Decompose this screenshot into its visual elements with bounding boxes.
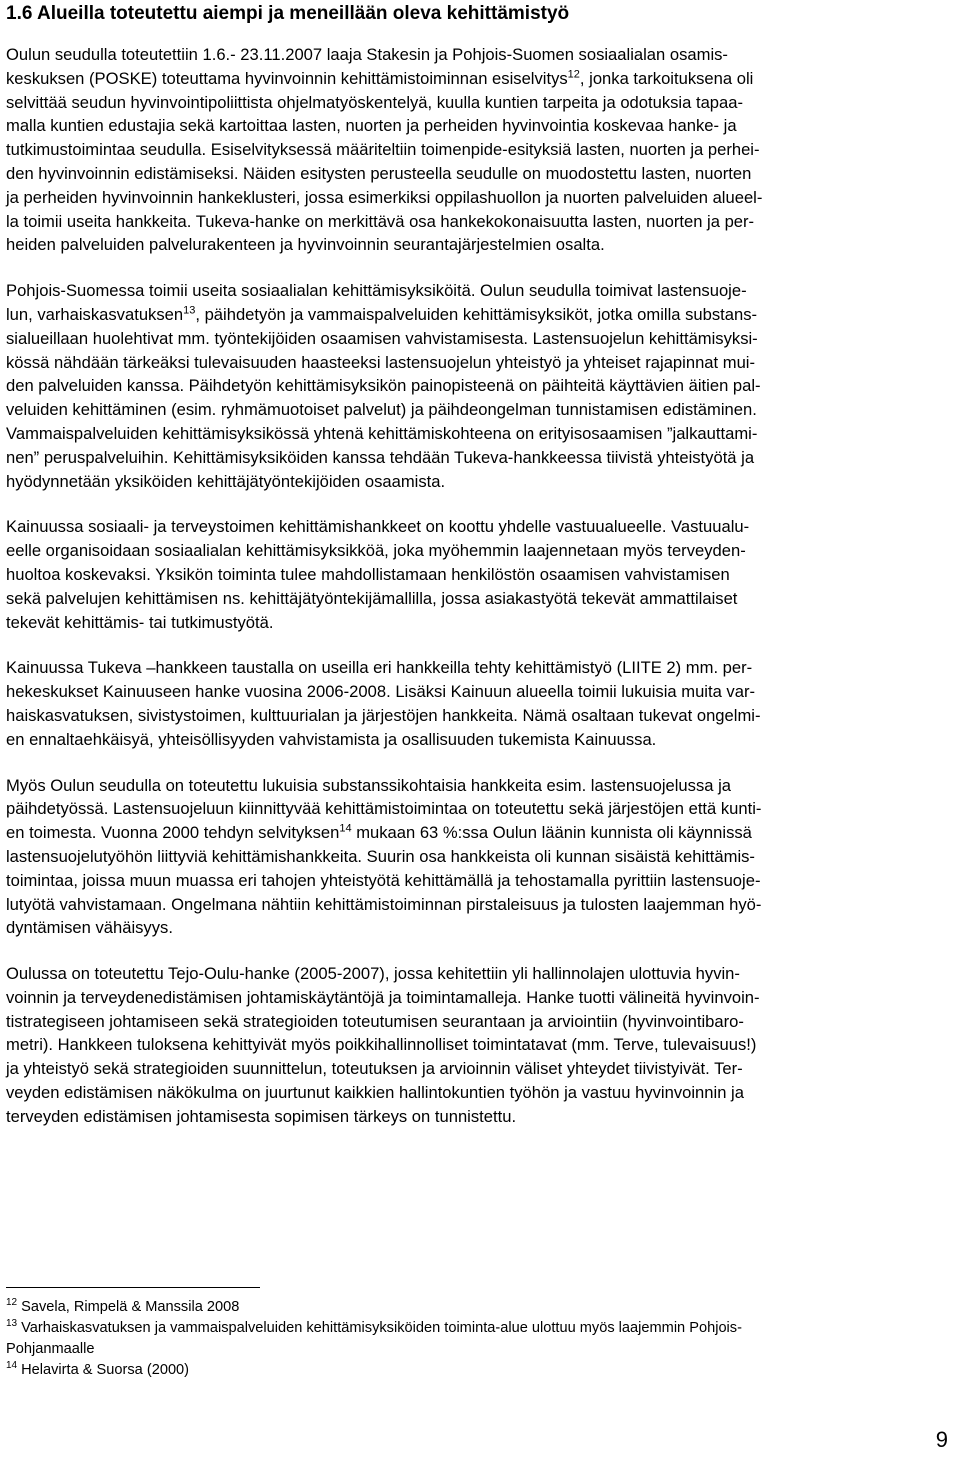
text-line [6, 374, 950, 398]
text-fragment: den hyvinvoinnin edistämiseksi. Näiden esitysten perusteella seudulle on muodostettu lasten, nuorten [6, 163, 752, 183]
text-line [6, 210, 950, 234]
footnote [6, 1297, 946, 1318]
text-fragment: haiskasvatuksen, sivistystoimen, kulttuurialan ja järjestöjen hankkeita. Nämä osaltaan tukevat ongelmi- [6, 705, 761, 725]
text-fragment: selvittää seudun hyvinvointipoliittista ohjelmatyöskentelyä, kuulla kuntien tarpeita ja odotuksia tapaa- [6, 92, 744, 112]
text-line [6, 728, 950, 752]
text-line [6, 470, 950, 494]
paragraph [6, 43, 950, 257]
paragraph [6, 279, 950, 493]
text-fragment: sekä palvelujen kehittämisen ns. kehittäjätyöntekijämallilla, jossa asiakastyötä tekevät ammattilaiset [6, 588, 738, 608]
footnote [6, 1339, 946, 1360]
section-heading: 1.6 Alueilla toteutettu aiempi ja meneillään oleva kehittämistyö [6, 3, 570, 24]
text-line [6, 845, 950, 869]
text-fragment: , jonka tarkoituksena oli [579, 68, 754, 88]
text-line [6, 611, 950, 635]
text-line [6, 138, 950, 162]
text-fragment: malla kuntien edustajia sekä kartoittaa lasten, nuorten ja perheiden hyvinvointia koskevaa hanke- ja [6, 116, 737, 136]
text-line [6, 43, 950, 67]
footnote-number: 13 [6, 1318, 18, 1330]
text-fragment: sialueillaan huolehtivat mm. työntekijöiden osaamisen vahvistamisesta. Lastensuojelun kehittämisyksi- [6, 328, 758, 348]
text-fragment: metri). Hankkeen tuloksena kehittyivät myös poikkihallinnolliset toimintatavat (mm. Terve, tulevaisuus!) [6, 1035, 757, 1055]
text-line [6, 422, 950, 446]
text-fragment: Oulun seudulla toteutettiin 1.6.- 23.11.2007 laaja Stakesin ja Pohjois-Suomen sosiaalialan osamis- [6, 45, 728, 64]
text-line [6, 893, 950, 917]
text-line [6, 774, 950, 798]
text-fragment: heiden palveluiden palvelurakenteen ja hyvinvoinnin seurantajärjestelmien osalta. [6, 235, 605, 255]
text-fragment: den palveluiden kanssa. Päihdetyön kehittämisyksikön painopisteenä on päihteitä käyttävien äitien pal- [6, 376, 761, 396]
text-fragment: , päihdetyön ja vammaispalveluiden kehittämisyksiköt, jotka omilla substans- [195, 304, 758, 324]
text-line [6, 704, 950, 728]
text-fragment: veluiden kehittäminen (esim. ryhmämuotoiset palvelut) ja päihdeongelman tunnistamisen edistäminen. [6, 400, 757, 420]
text-fragment: lun, varhaiskasvatuksen [6, 304, 184, 324]
footnote-text: Varhaiskasvatuksen ja vammaispalveluiden kehittämisyksiköiden toiminta-alue ulottuu myös laajemmin Pohjois- [21, 1320, 742, 1336]
text-fragment: terveyden edistämisen johtamisesta sopimisen tärkeys on tunnistettu. [6, 1106, 517, 1126]
text-fragment: Oulussa on toteutettu Tejo-Oulu-hanke (2005-2007), jossa kehitettiin yli hallinnolajen ulottuvia hyvin- [6, 964, 740, 984]
text-fragment: en ennaltaehkäisyä, yhteisöllisyyden vahvistamista ja osallisuuden tukemista Kainuussa. [6, 729, 657, 749]
text-line [6, 916, 950, 940]
text-fragment: ja perheiden hyvinvoinnin hankeklusteri, jossa esimerkiksi oppilashuollon ja nuorten palveluiden alueel- [6, 187, 763, 207]
text-line [6, 797, 950, 821]
footnote-number: 12 [6, 1297, 18, 1309]
text-line [6, 1105, 950, 1129]
text-line [6, 1033, 950, 1057]
footnote-reference: 14 [339, 822, 352, 835]
text-line [6, 539, 950, 563]
text-line [6, 398, 950, 422]
footnote-separator [6, 1287, 260, 1288]
text-line [6, 869, 950, 893]
text-line [6, 515, 950, 539]
paragraph [6, 962, 950, 1129]
text-line [6, 162, 950, 186]
text-fragment: en toimesta. Vuonna 2000 tehdyn selvityksen [6, 823, 340, 843]
text-fragment: hekeskukset Kainuuseen hanke vuosina 2006-2008. Lisäksi Kainuun alueella toimii lukuisia muita var- [6, 682, 756, 702]
text-line [6, 279, 950, 303]
text-line [6, 114, 950, 138]
text-fragment: lutyötä vahvistamaan. Ongelmana nähtiin kehittämistoiminnan pirstaleisuus ja tulosten laajemman hyö- [6, 894, 762, 914]
text-fragment: päihdetyössä. Lastensuojeluun kiinnittyvää kehittämistoimintaa on toteutettu sekä järjestöjen että kunti- [6, 799, 762, 819]
footnote [6, 1360, 946, 1381]
text-fragment: Myös Oulun seudulla on toteutettu lukuisia substanssikohtaisia hankkeita esim. lastensuojelussa ja [6, 775, 732, 795]
text-fragment: Pohjois-Suomessa toimii useita sosiaalialan kehittämisyksiköitä. Oulun seudulla toimivat lastensuoje- [6, 281, 747, 301]
text-line [6, 587, 950, 611]
text-fragment: hyödynnetään yksiköiden kehittäjätyöntekijöiden osaamista. [6, 471, 446, 491]
text-fragment: Kainuussa Tukeva –hankkeen taustalla on useilla eri hankkeilla tehty kehittämistyö (LIITE 2) mm. per- [6, 658, 753, 678]
text-line [6, 351, 950, 375]
footnotes [6, 1287, 946, 1381]
body-text [6, 43, 950, 1129]
text-line [6, 656, 950, 680]
text-line [6, 91, 950, 115]
text-line [6, 446, 950, 470]
footnote-list [6, 1297, 946, 1381]
text-line [6, 233, 950, 257]
footnote [6, 1318, 946, 1339]
text-line [6, 1057, 950, 1081]
page-number: 9 [935, 1427, 948, 1452]
text-fragment: voinnin ja terveydenedistämisen johtamiskäytäntöjä ja toimintamalleja. Hanke tuotti välineitä hyvinvoin- [6, 987, 760, 1007]
paragraph [6, 774, 950, 941]
text-line [6, 67, 950, 91]
text-fragment: Kainuussa sosiaali- ja terveystoimen kehittämishankkeet on koottu yhdelle vastuualueelle. Vastuualu- [6, 517, 750, 537]
text-fragment: la toimii useita hankkeita. Tukeva-hanke on merkittävä osa hankekokonaisuutta lasten, nuorten ja per- [6, 211, 755, 231]
text-line [6, 821, 950, 845]
text-line [6, 986, 950, 1010]
paragraph [6, 656, 950, 751]
text-fragment: mukaan 63 %:ssa Oulun läänin kunnista oli käynnissä [351, 823, 752, 843]
text-fragment: huoltoa koskevaksi. Yksikön toiminta tulee mahdollistamaan henkilöstön osaamisen vahvistamisen [6, 564, 730, 584]
text-fragment: nen” peruspalveluihin. Kehittämisyksiköiden kanssa tehdään Tukeva-hankkeessa tiivistä yhteistyötä ja [6, 447, 755, 467]
text-line [6, 563, 950, 587]
text-line [6, 303, 950, 327]
text-fragment: veyden edistämisen näkökulma on juurtunut kaikkien hallintokuntien työhön ja vastuu hyvinvoinnin ja [6, 1083, 744, 1103]
text-fragment: keskuksen (POSKE) toteuttama hyvinvoinnin kehittämistoiminnan esiselvitys [6, 68, 568, 88]
footnote-text: Savela, Rimpelä & Manssila 2008 [21, 1299, 240, 1315]
text-fragment: tekevät kehittämis- tai tutkimustyötä. [6, 612, 274, 632]
text-fragment: tistrategiseen johtamiseen sekä strategioiden toteutumisen seurantaan ja arviointiin (hyvinvointibaro- [6, 1011, 744, 1031]
text-fragment: ja yhteistyö sekä strategioiden suunnittelun, toteutuksen ja arvioinnin väliset yhteydet tiivistyivät. Ter- [6, 1059, 743, 1079]
text-line [6, 1081, 950, 1105]
text-fragment: kössä nähdään tärkeäksi tulevaisuuden haasteeksi lastensuojelun yhteistyö ja yhteiset rajapinnat mui- [6, 352, 756, 372]
footnote-text: Helavirta & Suorsa (2000) [21, 1362, 190, 1378]
footnote-reference: 12 [567, 68, 580, 81]
document-page [6, 0, 950, 1129]
text-line [6, 327, 950, 351]
text-fragment: tutkimustoimintaa seudulla. Esiselvityksessä määriteltiin toimenpide-esityksiä lasten, nuorten ja perhei- [6, 140, 760, 160]
footnote-reference: 13 [183, 304, 196, 317]
text-line [6, 680, 950, 704]
text-line [6, 186, 950, 210]
footnote-number: 14 [6, 1360, 18, 1372]
text-fragment: dyntämisen vähäisyys. [6, 918, 173, 938]
text-line [6, 962, 950, 986]
text-fragment: lastensuojelutyöhön liittyviä kehittämishankkeita. Suurin osa hankkeista oli kunnan sisäistä kehittämis- [6, 846, 755, 866]
text-fragment: eelle organisoidaan sosiaalialan kehittämisyksikköä, joka myöhemmin laajennetaan myös terveyden- [6, 541, 746, 561]
paragraph [6, 515, 950, 634]
text-fragment: Vammaispalveluiden kehittämisyksikössä yhtenä kehittämiskohteena on erityisosaamisen ”jalkauttami- [6, 423, 758, 443]
text-fragment: toimintaa, joissa muun muassa eri tahojen yhteistyötä kehittämällä ja tehostamalla pyrittiin lastensuoje- [6, 870, 761, 890]
footnote-text: Pohjanmaalle [6, 1341, 95, 1357]
text-line [6, 1010, 950, 1034]
